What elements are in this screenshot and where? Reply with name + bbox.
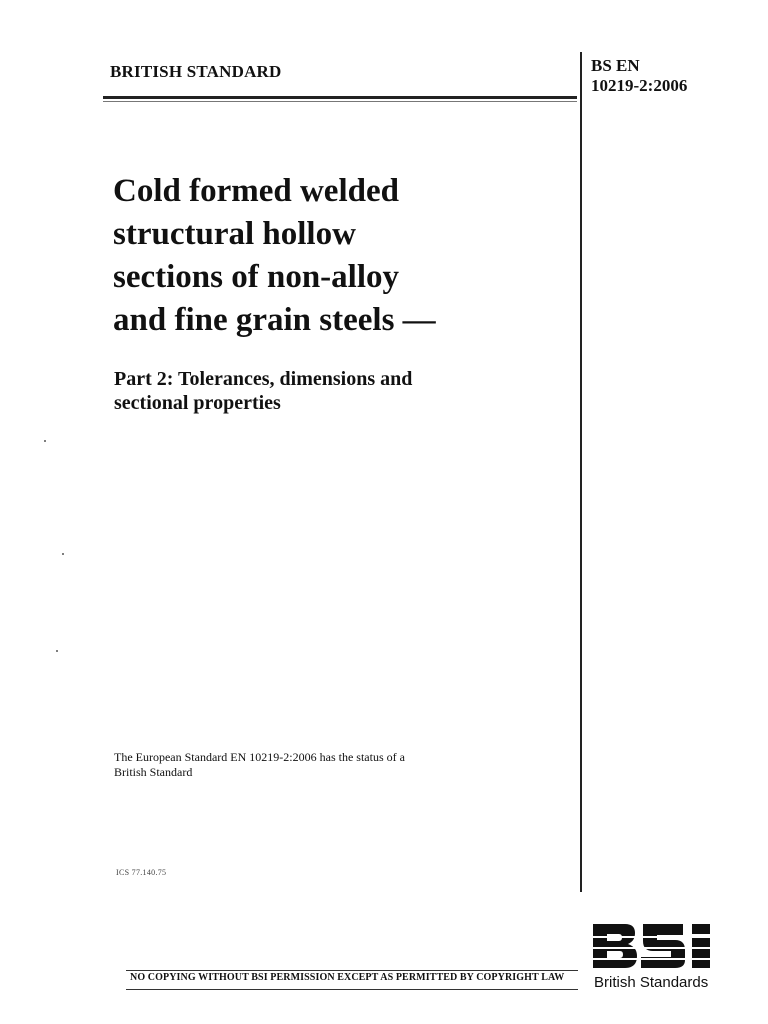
document-type-label: BRITISH STANDARD [110, 62, 282, 81]
scan-speck [56, 650, 58, 652]
title-line: and fine grain steels — [113, 302, 436, 338]
document-number-line-2: 10219-2:2006 [591, 76, 688, 95]
footer-rule [126, 970, 578, 971]
bsi-tagline: British Standards [594, 974, 709, 991]
status-note-line: British Standard [114, 765, 193, 779]
subtitle-line: Part 2: Tolerances, dimensions and [114, 368, 413, 390]
header-rule-secondary [103, 101, 577, 102]
document-number [591, 56, 687, 96]
bsi-logo-mark [591, 920, 726, 972]
page-title [113, 170, 573, 342]
status-note-line: The European Standard EN 10219-2:2006 has the status of a [114, 750, 405, 764]
scan-speck [44, 440, 46, 442]
vertical-divider [580, 52, 582, 892]
ics-code: ICS 77.140.75 [116, 868, 167, 877]
status-note [114, 750, 534, 780]
title-line: Cold formed welded [113, 173, 399, 209]
title-line: structural hollow [113, 216, 356, 252]
copyright-notice: NO COPYING WITHOUT BSI PERMISSION EXCEPT AS PERMITTED BY COPYRIGHT LAW [130, 972, 565, 983]
bsi-logo [591, 920, 726, 1010]
document-number-line-1: BS EN [591, 56, 640, 75]
header-rule [103, 96, 577, 99]
title-line: sections of non-alloy [113, 259, 400, 295]
footer-rule-bottom [126, 989, 578, 990]
subtitle-line: sectional properties [114, 392, 281, 414]
scan-speck [62, 553, 64, 555]
page-subtitle [114, 367, 574, 415]
